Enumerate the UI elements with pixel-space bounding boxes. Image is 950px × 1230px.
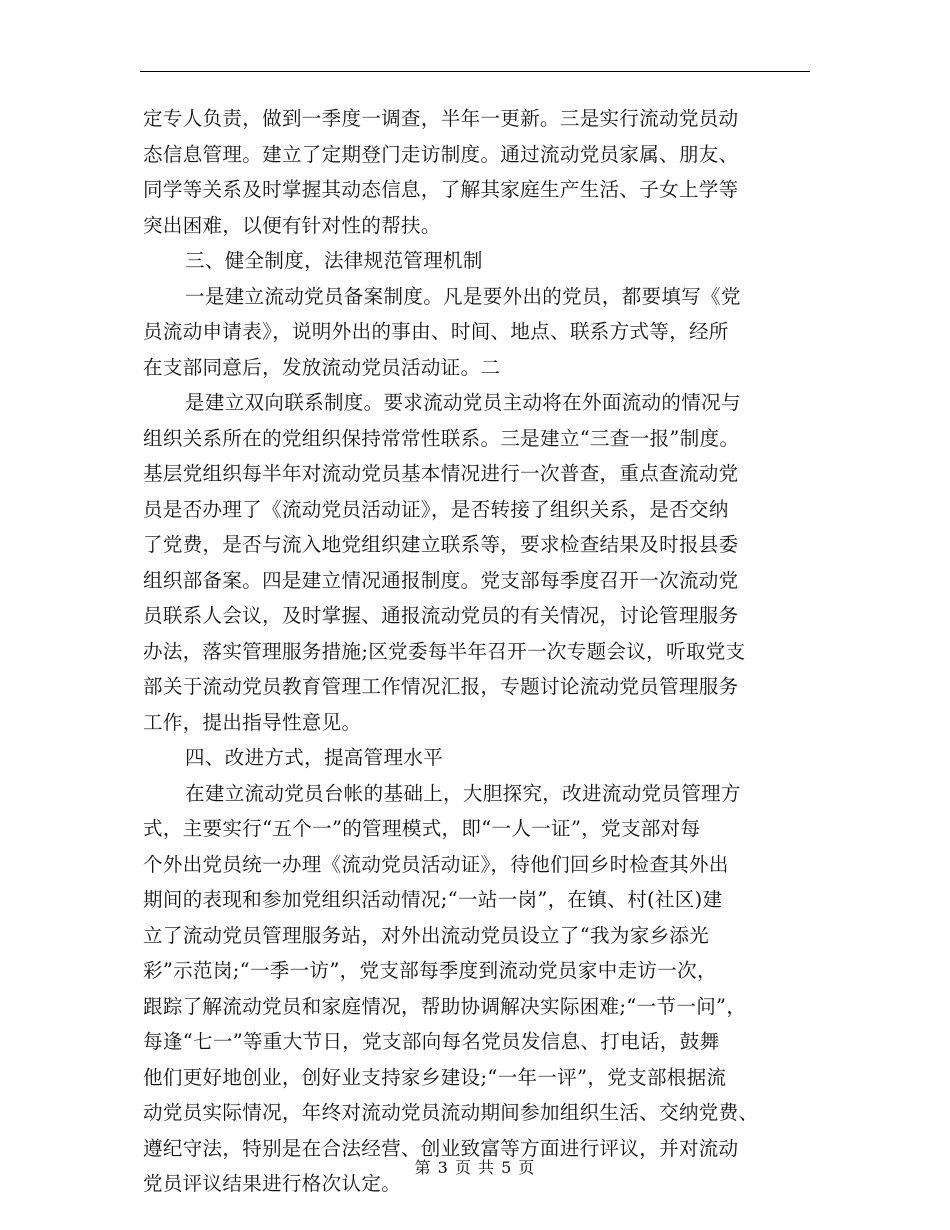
text-line: 期间的表现和参加党组织活动情况;“一站一岗”，在镇、村(社区)建 (143, 888, 723, 911)
text-line: 了党费，是否与流入地党组织建立联系等，要求检查结果及时报县委 (143, 533, 739, 556)
text-line: 在支部同意后，发放流动党员活动证。二 (143, 355, 501, 379)
text-line: 态信息管理。建立了定期登门走访制度。通过流动党员家属、朋友、 (143, 142, 739, 166)
text-line: 是建立双向联系制度。要求流动党员主动将在外面流动的情况与 (185, 391, 741, 414)
text-line: 员是否办理了《流动党员活动证》，是否转接了组织关系，是否交纳 (143, 497, 729, 521)
text-line: 组织部备案。四是建立情况通报制度。党支部每季度召开一次流动党 (143, 568, 739, 592)
text-line: 组织关系所在的党组织保持常常性联系。三是建立“三查一报”制度。 (143, 426, 740, 450)
document-body (143, 101, 813, 1202)
text-line: 动党员实际情况，年终对流动党员流动期间参加组织生活、交纳党费、 (143, 1101, 759, 1124)
text-line: 他们更好地创业，创好业支持家乡建设;“一年一评”，党支部根据流 (143, 1065, 727, 1089)
text-line: 个外出党员统一办理《流动党员活动证》，待他们回乡时检查其外出 (143, 852, 729, 876)
text-line: 工作，提出指导性意见。 (143, 710, 362, 734)
text-line: 三、健全制度，法律规范管理机制 (185, 249, 483, 272)
text-line: 部关于流动党员教育管理工作情况汇报，专题讨论流动党员管理服务 (143, 675, 739, 698)
text-line: 同学等关系及时掌握其动态信息，了解其家庭生产生活、子女上学等 (143, 178, 739, 201)
text-line: 四、改进方式，提高管理水平 (185, 746, 444, 769)
text-line: 遵纪守法，特别是在合法经营、创业致富等方面进行评议，并对流动 (143, 1136, 739, 1160)
text-line: 式，主要实行“五个一”的管理模式，即“一人一证”，党支部对每 (143, 817, 701, 840)
text-line: 每逢“七一”等重大节日，党支部向每名党员发信息、打电话，鼓舞 (143, 1030, 720, 1053)
text-line: 党员评议结果进行格次认定。 (143, 1172, 402, 1195)
text-line: 彩”示范岗;“一季一访”，党支部每季度到流动党员家中走访一次， (143, 959, 717, 982)
text-line: 定专人负责，做到一季度一调查，半年一更新。三是实行流动党员动 (143, 107, 739, 130)
text-line: 一是建立流动党员备案制度。凡是要外出的党员，都要填写《党 (185, 284, 741, 308)
text-line: 员联系人会议，及时掌握、通报流动党员的有关情况，讨论管理服务 (143, 604, 739, 627)
page-footer: 第 3 页 共 5 页 (414, 1158, 536, 1177)
text-line: 员流动申请表》，说明外出的事由、时间、地点、联系方式等，经所 (143, 320, 729, 343)
header-rule (140, 71, 810, 72)
text-line: 突出困难，以便有针对性的帮扶。 (143, 213, 441, 237)
text-line: 立了流动党员管理服务站，对外出流动党员设立了“我为家乡添光 (143, 923, 710, 947)
text-line: 办法，落实管理服务措施;区党委每半年召开一次专题会议，听取党支 (143, 639, 746, 663)
text-line: 在建立流动党员台帐的基础上，大胆探究，改进流动党员管理方 (185, 781, 741, 805)
text-line: 跟踪了解流动党员和家庭情况，帮助协调解决实际困难;“一节一问”， (143, 994, 747, 1018)
text-line: 基层党组织每半年对流动党员基本情况进行一次普查，重点查流动党 (143, 462, 739, 485)
